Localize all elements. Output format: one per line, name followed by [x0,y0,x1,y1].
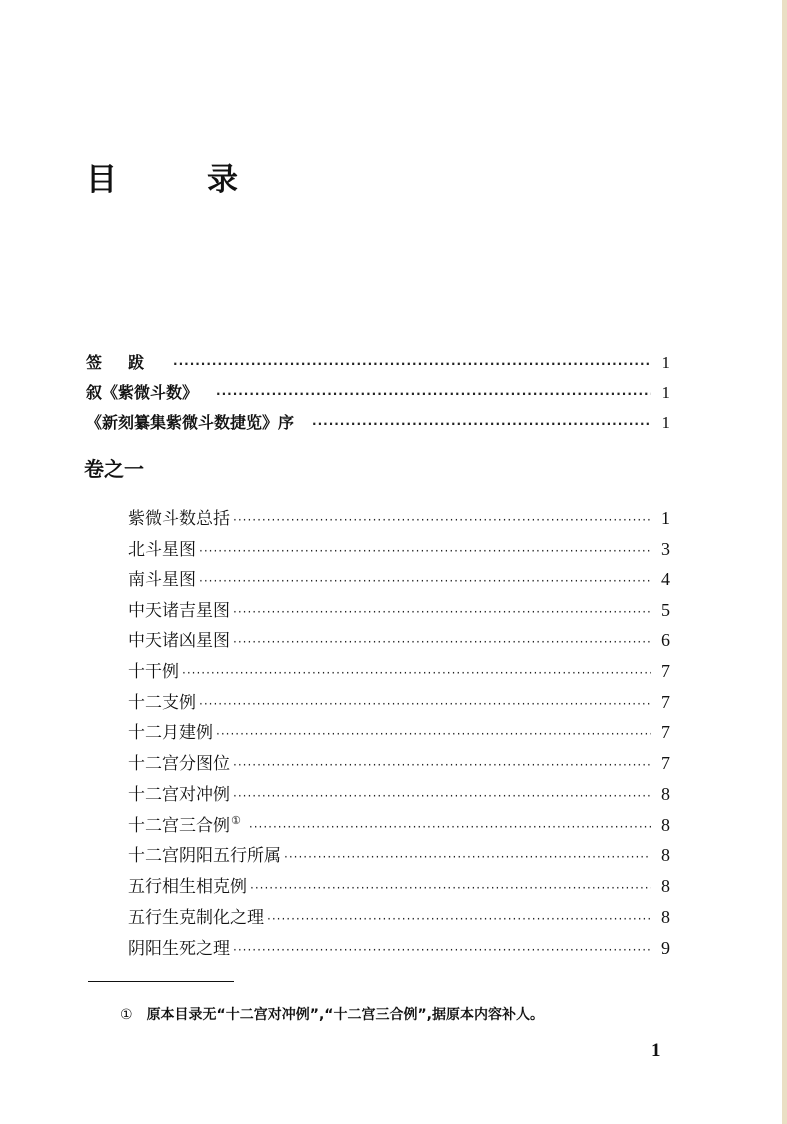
dot-leader [233,605,651,619]
toc-entry[interactable] [128,872,670,897]
footnote-rule [88,981,234,982]
toc-entry-label: 十干例 [128,662,179,682]
toc-entry-label: 签跋 [86,353,171,372]
toc-entry-page: 1 [661,413,670,432]
dot-leader [199,574,651,588]
toc-entry-page: 7 [661,722,670,742]
toc-entry-label: 中天诸凶星图 [128,631,230,651]
toc-entry-page: 8 [661,784,670,804]
footnote-text: 原本目录无“十二宫对冲例”,“十二宫三合例”,据原本内容补人。 [146,1007,545,1023]
toc-entry-label: 南斗星图 [128,570,196,590]
dot-leader [233,513,651,527]
toc-entry-label: 《新刻纂集紫微斗数捷览》序 [86,413,295,432]
dot-leader [199,544,651,558]
toc-entry[interactable] [128,749,670,774]
dot-leader [199,697,651,711]
toc-entry-label: 十二宫分图位 [128,754,230,774]
dot-leader [233,758,651,772]
page-title [86,160,238,200]
dot-leader [216,727,651,741]
toc-entry[interactable] [128,657,670,682]
toc-entry[interactable] [128,934,670,959]
toc-entry-label: 十二宫对冲例 [128,785,230,805]
toc-entry-label: 北斗星图 [128,540,196,560]
dot-leader [284,850,651,864]
title-char-left: 目 [86,162,117,198]
toc-entry-label: 五行生克制化之理 [128,908,264,928]
toc-entry[interactable] [128,780,670,805]
toc-entry[interactable] [128,626,670,651]
toc-entry-page: 7 [661,661,670,681]
footnote-marker: ① [120,1007,133,1023]
toc-entry[interactable] [128,811,670,836]
toc-entry[interactable] [128,565,670,590]
footnote [120,1004,544,1024]
toc-entry-label: 叙《紫微斗数》 [86,383,199,402]
toc-entry-page: 8 [661,876,670,896]
toc-entry[interactable] [128,504,670,529]
dot-leader [267,912,651,926]
toc-entry-page: 7 [661,753,670,773]
dot-leader [233,635,651,649]
page-number: 1 [651,1040,661,1061]
toc-entry-page: 4 [661,569,670,589]
toc-entry-page: 1 [661,353,670,372]
toc-entry-front-2[interactable] [86,380,670,403]
toc-entry-page: 8 [661,907,670,927]
dot-leader [312,417,651,431]
toc-entry[interactable] [128,841,670,866]
dot-leader [182,666,651,680]
dot-leader [233,943,651,957]
toc-entry-label: 十二支例 [128,693,196,713]
section-heading: 卷之一 [84,457,144,481]
toc-entry-page: 6 [661,630,670,650]
toc-entry[interactable] [128,596,670,621]
toc-entry-text: 十二宫三合例 [128,816,230,836]
dot-leader [250,881,651,895]
title-char-right: 录 [207,162,238,198]
toc-entry-page: 8 [661,815,670,835]
toc-entry-label: 十二月建例 [128,723,213,743]
footnote-reference[interactable]: ① [231,814,241,828]
toc-entry-page: 7 [661,692,670,712]
toc-entry-page: 1 [661,508,670,528]
dot-leader [233,789,651,803]
toc-entry-front-3[interactable] [86,410,670,433]
dot-leader [249,820,651,834]
toc-entry-page: 3 [661,539,670,559]
toc-entry-label [128,811,241,836]
toc-entry-page: 9 [661,938,670,958]
toc-entry-front-1[interactable] [86,350,670,373]
dot-leader [173,357,651,371]
toc-entry[interactable] [128,535,670,560]
toc-entry-page: 8 [661,845,670,865]
toc-entry[interactable] [128,718,670,743]
toc-entry-label: 中天诸吉星图 [128,601,230,621]
toc-entry-page: 5 [661,600,670,620]
dot-leader [216,387,651,401]
toc-entry-label: 紫微斗数总括 [128,509,230,529]
toc-entry-label: 十二宫阴阳五行所属 [128,846,281,866]
toc-entry[interactable] [128,688,670,713]
page-edge [782,0,787,1124]
toc-entry-label: 阴阳生死之理 [128,939,230,959]
toc-entry[interactable] [128,903,670,928]
toc-entry-label: 五行相生相克例 [128,877,247,897]
toc-entry-page: 1 [661,383,670,402]
